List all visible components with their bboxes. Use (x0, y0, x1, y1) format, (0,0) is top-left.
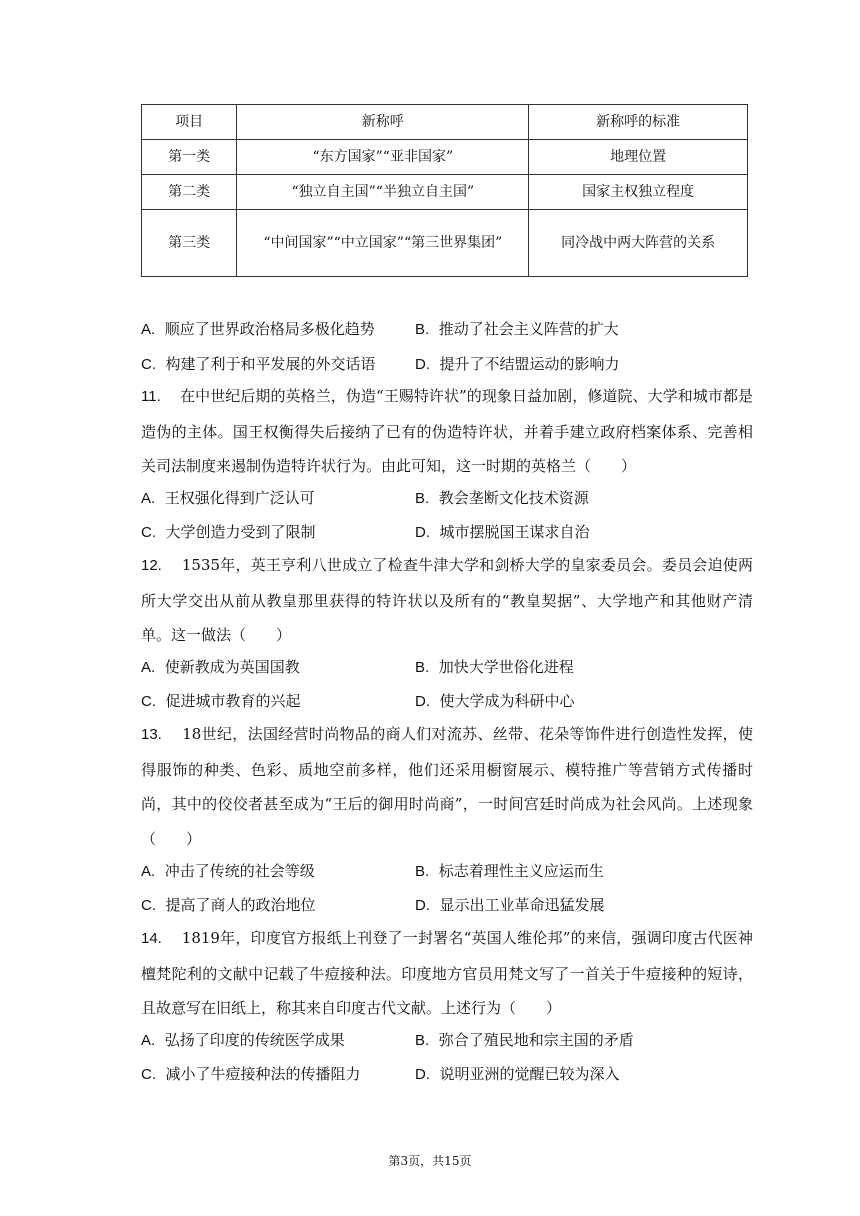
table-cell: 地理位置 (529, 140, 748, 175)
table-header-cell: 新称呼的标准 (529, 105, 748, 140)
question-13 (141, 717, 753, 856)
q14-option-d[interactable]: D. 说明亚洲的觉醒已较为深入 (415, 1065, 620, 1083)
q10-option-c[interactable]: C. 构建了利于和平发展的外交话语 (141, 355, 376, 373)
table-cell: 同冷战中两大阵营的关系 (529, 210, 748, 277)
table-cell: “东方国家”“亚非国家” (237, 140, 529, 175)
question-stem: 1535年，英王亨利八世成立了检查牛津大学和剑桥大学的皇家委员会。委员会迫使两所大学交出从前从教皇那里获得的特许状以及所有的“教皇契据”、大学地产和其他财产清单。这一做法（ ） (141, 556, 753, 644)
table-header-row (142, 105, 748, 140)
q11-option-b[interactable]: B. 教会垄断文化技术资源 (415, 489, 589, 507)
q14-option-a[interactable]: A. 弘扬了印度的传统医学成果 (141, 1031, 345, 1049)
question-14 (141, 921, 753, 1026)
page-footer: 第3页，共15页 (388, 1154, 472, 1168)
q11-option-c[interactable]: C. 大学创造力受到了限制 (141, 523, 316, 541)
question-number: 11. (141, 388, 161, 405)
q12-option-a[interactable]: A. 使新教成为英国国教 (141, 658, 300, 676)
q14-option-c[interactable]: C. 减小了牛痘接种法的传播阻力 (141, 1065, 361, 1083)
question-number: 12. (141, 557, 162, 574)
question-stem: 在中世纪后期的英格兰，伪造“王赐特许状”的现象日益加剧，修道院、大学和城市都是造伪的主体。国王权衡得失后接纳了已有的伪造特许状，并着手建立政府档案体系、完善相关司法制度来遏制伪造特许状行为。由此可知，这一时期的英格兰（ ） (141, 387, 753, 475)
table-cell: 第二类 (142, 175, 237, 210)
table-row (142, 210, 748, 277)
q10-option-a[interactable]: A. 顺应了世界政治格局多极化趋势 (141, 320, 375, 338)
table-row (142, 175, 748, 210)
q14-option-b[interactable]: B. 弥合了殖民地和宗主国的矛盾 (415, 1031, 634, 1049)
question-number: 13. (141, 726, 162, 743)
q12-option-d[interactable]: D. 使大学成为科研中心 (415, 692, 575, 710)
table-cell: “中间国家”“中立国家”“第三世界集团” (237, 210, 529, 277)
question-12 (141, 548, 753, 653)
q12-option-c[interactable]: C. 促进城市教育的兴起 (141, 692, 301, 710)
q13-option-d[interactable]: D. 显示出工业革命迅猛发展 (415, 896, 605, 914)
question-number: 14. (141, 930, 162, 947)
table-header-cell: 项目 (142, 105, 237, 140)
question-11 (141, 379, 753, 484)
q13-option-a[interactable]: A. 冲击了传统的社会等级 (141, 862, 315, 880)
q10-option-d[interactable]: D. 提升了不结盟运动的影响力 (415, 355, 620, 373)
question-stem: 18世纪，法国经营时尚物品的商人们对流苏、丝带、花朵等饰件进行创造性发挥，使得服饰的种类、色彩、质地空前多样，他们还采用橱窗展示、模特推广等营销方式传播时尚，其中的佼佼者甚至成为“王后的御用时尚商”，一时间宫廷时尚成为社会风尚。上述现象（ ） (141, 725, 753, 848)
question-stem: 1819年，印度官方报纸上刊登了一封署名“英国人维伦邦”的来信，强调印度古代医神檀梵陀利的文献中记载了牛痘接种法。印度地方官员用梵文写了一首关于牛痘接种的短诗，且故意写在旧纸上，称其来自印度古代文献。上述行为（ ） (141, 929, 754, 1017)
q13-option-c[interactable]: C. 提高了商人的政治地位 (141, 896, 316, 914)
table-row (142, 140, 748, 175)
q13-option-b[interactable]: B. 标志着理性主义应运而生 (415, 862, 604, 880)
table-cell: 第三类 (142, 210, 237, 277)
table-cell: “独立自主国”“半独立自主国” (237, 175, 529, 210)
q12-option-b[interactable]: B. 加快大学世俗化进程 (415, 658, 574, 676)
q11-option-a[interactable]: A. 王权强化得到广泛认可 (141, 489, 315, 507)
table-cell: 第一类 (142, 140, 237, 175)
q11-option-d[interactable]: D. 城市摆脱国王谋求自治 (415, 523, 590, 541)
classification-table (141, 104, 748, 277)
table-cell: 国家主权独立程度 (529, 175, 748, 210)
q10-option-b[interactable]: B. 推动了社会主义阵营的扩大 (415, 320, 619, 338)
table-header-cell: 新称呼 (237, 105, 529, 140)
